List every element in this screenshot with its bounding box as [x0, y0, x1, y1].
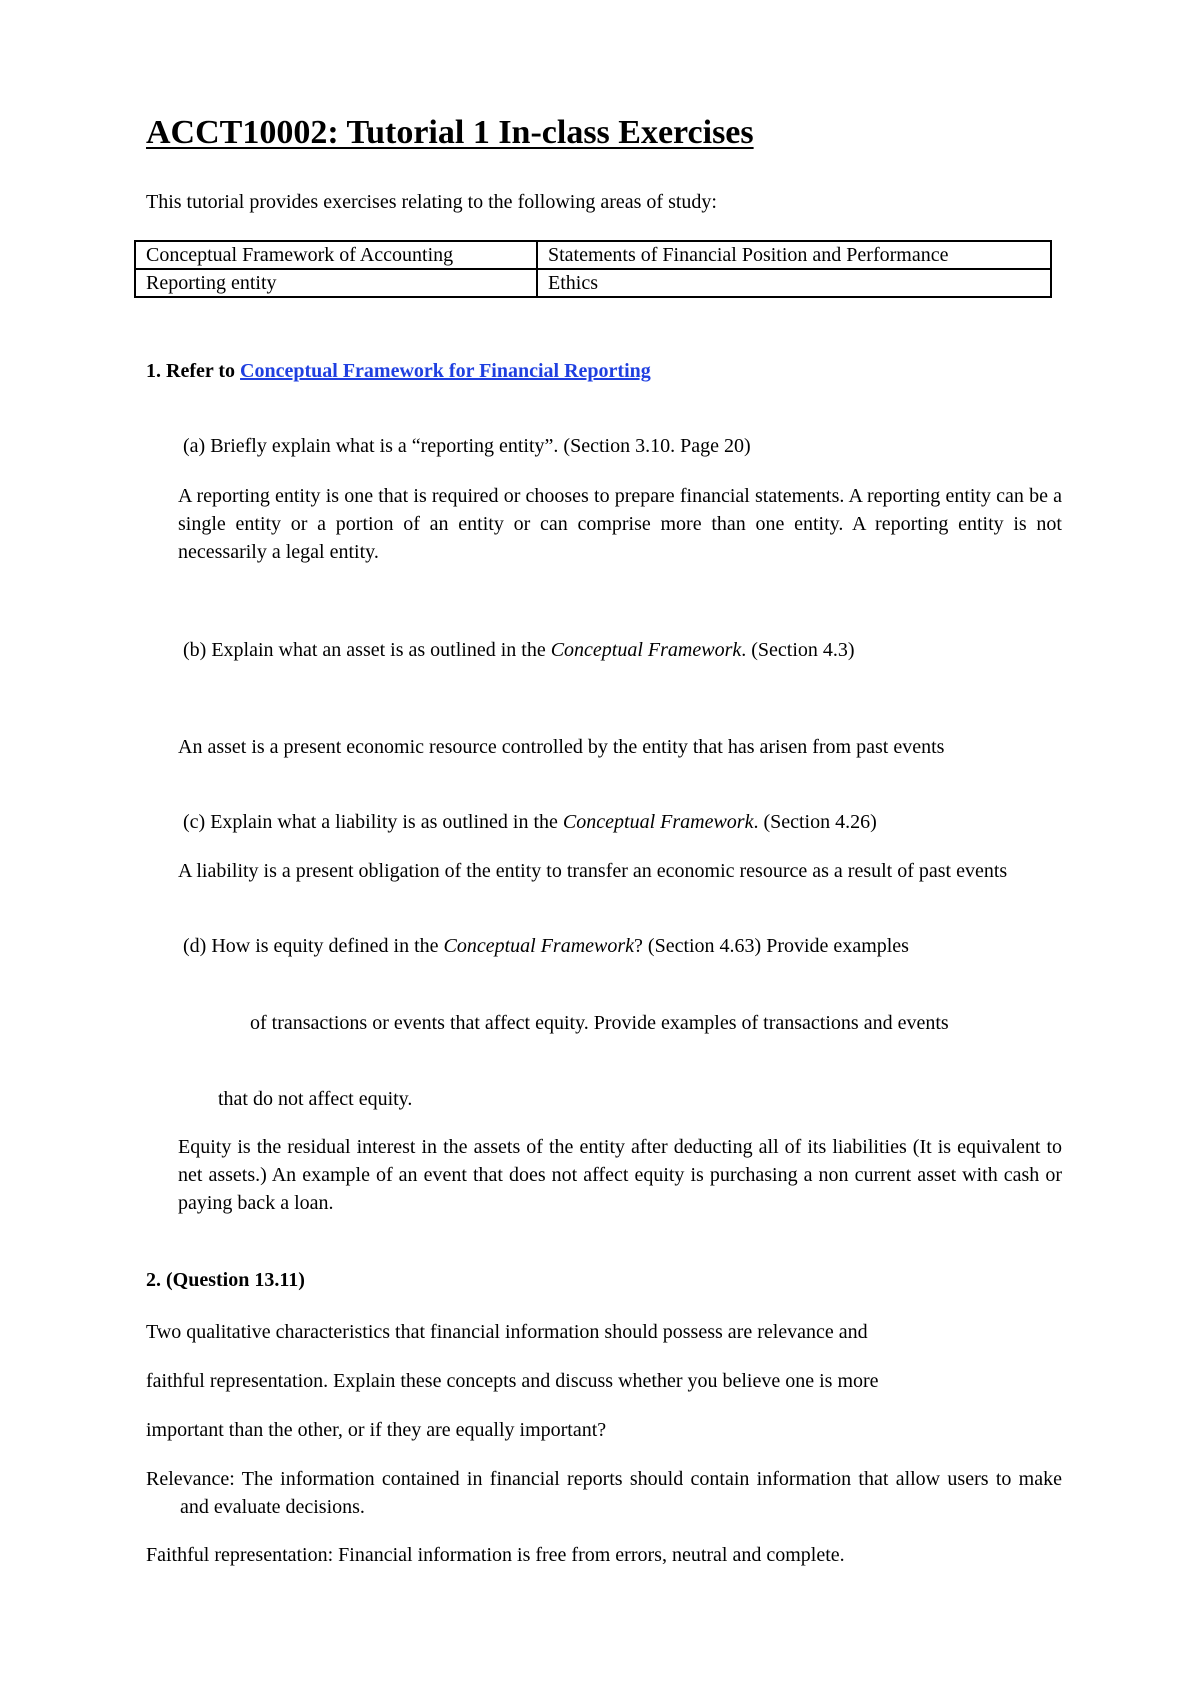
question-1c — [183, 808, 877, 836]
question-1d — [183, 932, 909, 960]
question-1c-emphasis: Conceptual Framework — [562, 811, 754, 833]
question-1d-line3: that do not affect equity. — [218, 1088, 413, 1110]
conceptual-framework-link[interactable]: Conceptual Framework for Financial Reporting — [240, 360, 651, 382]
question-1d-line2: of transactions or events that affect equity. Provide examples of transactions and events — [250, 1012, 949, 1034]
table-row — [135, 241, 1051, 269]
answer-1c: A liability is a present obligation of the entity to transfer an economic resource as a result of past events — [178, 860, 1008, 882]
question-1c-ref: . (Section 4.26) — [753, 811, 877, 833]
question-1d-ref: ? (Section 4.63) Provide examples — [634, 935, 909, 957]
question-1c-text: (c) Explain what a liability is as outlined in the — [183, 811, 563, 833]
table-cell: Statements of Financial Position and Performance — [537, 241, 1051, 269]
question-2-line1: Two qualitative characteristics that financial information should possess are relevance and — [146, 1321, 868, 1343]
table-cell: Reporting entity — [135, 269, 537, 297]
question-1d-text: (d) How is equity defined in the — [183, 935, 444, 957]
areas-of-study-table — [134, 240, 1052, 298]
intro-text: This tutorial provides exercises relating to the following areas of study: — [146, 191, 717, 213]
question-1a: (a) Briefly explain what is a “reporting entity”. (Section 3.10. Page 20) — [183, 435, 751, 457]
question-1b-text: (b) Explain what an asset is as outlined in the — [183, 639, 551, 661]
question-2-line2: faithful representation. Explain these concepts and discuss whether you believe one is more — [146, 1370, 879, 1392]
question-2-line3: important than the other, or if they are equally important? — [146, 1419, 607, 1441]
answer-2-faithful: Faithful representation: Financial information is free from errors, neutral and complete. — [146, 1544, 845, 1566]
answer-1a: A reporting entity is one that is required or chooses to prepare financial statements. A reporting entity can be a single entity or a portion of an entity or can comprise more than one entity. A reporting entity is not necessarily a legal entity. — [178, 485, 1062, 563]
question-1b — [183, 636, 855, 664]
table-row — [135, 269, 1051, 297]
answer-1b: An asset is a present economic resource controlled by the entity that has arisen from past events — [178, 736, 945, 758]
answer-1d: Equity is the residual interest in the assets of the entity after deducting all of its liabilities (It is equivalent to net assets.) An example of an event that does not affect equity is purchasing a non current asset with cash or paying back a loan. — [178, 1136, 1062, 1214]
table-cell: Conceptual Framework of Accounting — [135, 241, 537, 269]
document-title: ACCT10002: Tutorial 1 In-class Exercises — [146, 114, 754, 151]
question-1b-ref: . (Section 4.3) — [741, 639, 855, 661]
table-cell: Ethics — [537, 269, 1051, 297]
question-1-prefix: 1. Refer to — [146, 360, 241, 382]
question-2-heading: 2. (Question 13.11) — [146, 1269, 305, 1291]
answer-2-relevance: Relevance: The information contained in financial reports should contain information that allow users to make and evaluate decisions. — [146, 1468, 1062, 1518]
question-1d-emphasis: Conceptual Framework — [443, 935, 635, 957]
question-1b-emphasis: Conceptual Framework — [550, 639, 742, 661]
question-1-heading — [146, 357, 651, 385]
